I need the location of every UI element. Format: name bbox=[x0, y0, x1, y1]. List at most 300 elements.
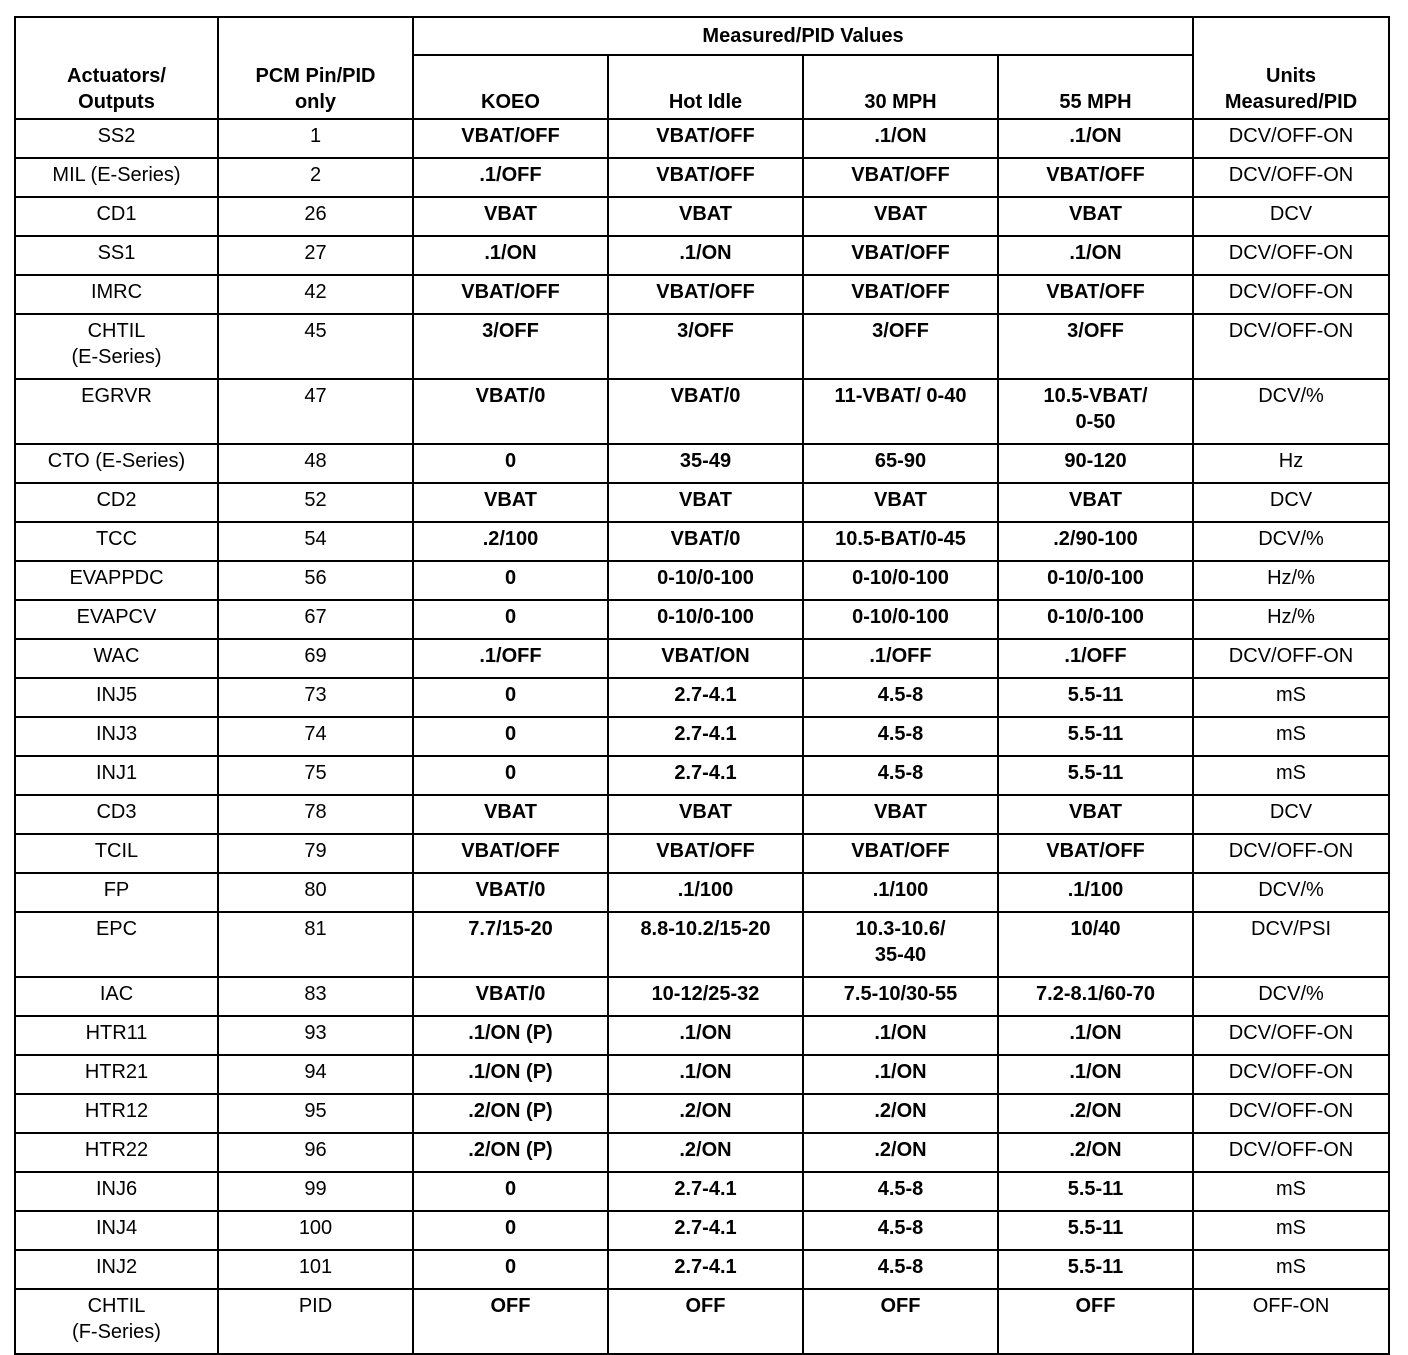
cell-55mph-line: .1/100 bbox=[1067, 879, 1124, 901]
cell-30mph bbox=[803, 1055, 998, 1094]
cell-actuator bbox=[15, 873, 218, 912]
cell-actuator-line: CHTIL bbox=[87, 320, 146, 342]
cell-hot-idle bbox=[608, 873, 803, 912]
cell-actuator bbox=[15, 912, 218, 977]
table-row bbox=[15, 873, 1389, 912]
table-row bbox=[15, 1289, 1389, 1354]
cell-30mph-line: .2/ON bbox=[874, 1139, 927, 1161]
spec-table-wrapper bbox=[14, 16, 1390, 1355]
cell-55mph bbox=[998, 1016, 1193, 1055]
cell-koeo bbox=[413, 275, 608, 314]
cell-actuator-line: IMRC bbox=[90, 281, 143, 303]
table-row bbox=[15, 522, 1389, 561]
table-row bbox=[15, 561, 1389, 600]
cell-units: DCV/% bbox=[1193, 522, 1389, 561]
cell-55mph-line: VBAT/OFF bbox=[1046, 840, 1145, 862]
cell-hot-idle-line: .1/100 bbox=[677, 879, 734, 901]
cell-actuator-line: CHTIL bbox=[87, 1295, 146, 1317]
cell-units: DCV bbox=[1193, 197, 1389, 236]
cell-hot-idle-line: 35-49 bbox=[679, 450, 732, 472]
cell-55mph bbox=[998, 678, 1193, 717]
cell-koeo-line: VBAT/OFF bbox=[461, 125, 560, 147]
cell-units: mS bbox=[1193, 717, 1389, 756]
cell-hot-idle bbox=[608, 912, 803, 977]
cell-30mph bbox=[803, 1289, 998, 1354]
cell-55mph-line: .1/ON bbox=[1069, 125, 1122, 147]
cell-30mph-line: 3/OFF bbox=[872, 320, 929, 342]
cell-pin: 52 bbox=[218, 483, 413, 522]
cell-koeo-line: VBAT bbox=[484, 203, 537, 225]
cell-30mph bbox=[803, 483, 998, 522]
cell-units: OFF-ON bbox=[1193, 1289, 1389, 1354]
cell-units: DCV/PSI bbox=[1193, 912, 1389, 977]
cell-koeo-line: .1/OFF bbox=[479, 645, 542, 667]
col-header-55mph: 55 MPH bbox=[998, 55, 1193, 119]
cell-units: DCV/OFF-ON bbox=[1193, 834, 1389, 873]
cell-30mph bbox=[803, 1133, 998, 1172]
cell-actuator bbox=[15, 119, 218, 158]
cell-koeo-line: 0 bbox=[504, 1256, 517, 1278]
cell-30mph bbox=[803, 639, 998, 678]
cell-koeo bbox=[413, 1055, 608, 1094]
cell-actuator-line: FP bbox=[103, 879, 130, 901]
cell-actuator-line: HTR12 bbox=[84, 1100, 149, 1122]
cell-koeo-line: VBAT/OFF bbox=[461, 281, 560, 303]
cell-koeo bbox=[413, 977, 608, 1016]
cell-pin: 26 bbox=[218, 197, 413, 236]
cell-55mph-line: .1/ON bbox=[1069, 242, 1122, 264]
header-row-top bbox=[15, 17, 1389, 55]
table-row bbox=[15, 756, 1389, 795]
cell-30mph-line: 4.5-8 bbox=[877, 1217, 924, 1239]
cell-30mph-line: 7.5-10/30-55 bbox=[843, 983, 958, 1005]
cell-30mph-line: 4.5-8 bbox=[877, 762, 924, 784]
cell-actuator bbox=[15, 561, 218, 600]
cell-pin: 54 bbox=[218, 522, 413, 561]
cell-30mph-line: VBAT bbox=[874, 801, 927, 823]
table-row bbox=[15, 1055, 1389, 1094]
cell-55mph bbox=[998, 314, 1193, 379]
cell-actuator bbox=[15, 197, 218, 236]
cell-30mph-line: 11-VBAT/ 0-40 bbox=[834, 385, 967, 407]
cell-55mph bbox=[998, 795, 1193, 834]
table-row bbox=[15, 678, 1389, 717]
cell-hot-idle-line: VBAT bbox=[679, 801, 732, 823]
cell-30mph-line: VBAT/OFF bbox=[851, 164, 950, 186]
cell-units: Hz/% bbox=[1193, 561, 1389, 600]
cell-pin: 83 bbox=[218, 977, 413, 1016]
cell-koeo bbox=[413, 678, 608, 717]
cell-actuator bbox=[15, 522, 218, 561]
cell-hot-idle-line: 10-12/25-32 bbox=[651, 983, 760, 1005]
cell-pin: 81 bbox=[218, 912, 413, 977]
cell-actuator-line: INJ6 bbox=[95, 1178, 138, 1200]
cell-actuator bbox=[15, 1289, 218, 1354]
col-header-pin-line2: only bbox=[294, 91, 337, 113]
cell-actuator bbox=[15, 834, 218, 873]
cell-hot-idle bbox=[608, 158, 803, 197]
cell-pin: 42 bbox=[218, 275, 413, 314]
cell-units: DCV/OFF-ON bbox=[1193, 1094, 1389, 1133]
cell-30mph bbox=[803, 236, 998, 275]
table-row bbox=[15, 1133, 1389, 1172]
cell-hot-idle-line: 2.7-4.1 bbox=[674, 1178, 737, 1200]
cell-hot-idle bbox=[608, 1289, 803, 1354]
cell-30mph-line: 0-10/0-100 bbox=[852, 567, 949, 589]
cell-55mph-line: VBAT bbox=[1069, 801, 1122, 823]
cell-55mph-line: 5.5-11 bbox=[1067, 762, 1124, 784]
cell-hot-idle-line: 0-10/0-100 bbox=[657, 567, 754, 589]
cell-55mph-line: .1/ON bbox=[1069, 1022, 1122, 1044]
cell-55mph-line: 5.5-11 bbox=[1067, 1217, 1124, 1239]
cell-55mph-line: 90-120 bbox=[1064, 450, 1127, 472]
cell-hot-idle bbox=[608, 275, 803, 314]
cell-pin: 93 bbox=[218, 1016, 413, 1055]
cell-koeo bbox=[413, 561, 608, 600]
cell-30mph bbox=[803, 717, 998, 756]
cell-55mph-line: 5.5-11 bbox=[1067, 684, 1124, 706]
cell-hot-idle-line: VBAT/0 bbox=[670, 528, 741, 550]
cell-30mph bbox=[803, 912, 998, 977]
cell-30mph bbox=[803, 379, 998, 444]
cell-units: DCV/OFF-ON bbox=[1193, 1055, 1389, 1094]
cell-koeo bbox=[413, 795, 608, 834]
cell-koeo bbox=[413, 314, 608, 379]
cell-actuator-line: INJ3 bbox=[95, 723, 138, 745]
cell-koeo bbox=[413, 1016, 608, 1055]
cell-koeo bbox=[413, 197, 608, 236]
cell-hot-idle-line: .2/ON bbox=[679, 1100, 732, 1122]
cell-55mph-line: 0-50 bbox=[1075, 411, 1116, 433]
cell-actuator-line: CD1 bbox=[96, 203, 137, 225]
cell-55mph-line: .1/ON bbox=[1069, 1061, 1122, 1083]
cell-actuator bbox=[15, 275, 218, 314]
col-header-units-line1: Units bbox=[1266, 65, 1317, 87]
cell-30mph-line: 0-10/0-100 bbox=[852, 606, 949, 628]
table-row bbox=[15, 600, 1389, 639]
cell-55mph-line: 0-10/0-100 bbox=[1047, 606, 1144, 628]
cell-koeo bbox=[413, 834, 608, 873]
cell-55mph-line: 5.5-11 bbox=[1067, 1178, 1124, 1200]
cell-hot-idle bbox=[608, 639, 803, 678]
cell-koeo bbox=[413, 600, 608, 639]
cell-pin: 69 bbox=[218, 639, 413, 678]
cell-koeo-line: VBAT/0 bbox=[475, 385, 546, 407]
cell-units: mS bbox=[1193, 1172, 1389, 1211]
cell-hot-idle bbox=[608, 444, 803, 483]
cell-30mph-line: .2/ON bbox=[874, 1100, 927, 1122]
cell-hot-idle-line: 2.7-4.1 bbox=[674, 1256, 737, 1278]
cell-55mph-line: .2/ON bbox=[1069, 1100, 1122, 1122]
cell-30mph-line: 35-40 bbox=[874, 944, 927, 966]
cell-30mph bbox=[803, 314, 998, 379]
cell-30mph bbox=[803, 678, 998, 717]
cell-hot-idle bbox=[608, 834, 803, 873]
table-row bbox=[15, 379, 1389, 444]
cell-hot-idle bbox=[608, 678, 803, 717]
cell-pin: 94 bbox=[218, 1055, 413, 1094]
group-header-measured-values: Measured/PID Values bbox=[413, 17, 1193, 55]
cell-actuator-line: WAC bbox=[93, 645, 140, 667]
cell-30mph bbox=[803, 1211, 998, 1250]
cell-30mph bbox=[803, 119, 998, 158]
cell-30mph bbox=[803, 1172, 998, 1211]
cell-55mph bbox=[998, 483, 1193, 522]
cell-actuator bbox=[15, 756, 218, 795]
cell-koeo-line: .1/ON (P) bbox=[468, 1061, 553, 1083]
cell-30mph bbox=[803, 977, 998, 1016]
cell-hot-idle bbox=[608, 1016, 803, 1055]
cell-hot-idle bbox=[608, 236, 803, 275]
cell-koeo bbox=[413, 717, 608, 756]
cell-pin: 1 bbox=[218, 119, 413, 158]
cell-koeo-line: 3/OFF bbox=[482, 320, 539, 342]
cell-hot-idle bbox=[608, 717, 803, 756]
cell-actuator-line: MIL (E-Series) bbox=[52, 164, 181, 186]
cell-30mph-line: .1/ON bbox=[874, 125, 927, 147]
cell-actuator-line: INJ2 bbox=[95, 1256, 138, 1278]
cell-pin: 79 bbox=[218, 834, 413, 873]
cell-actuator bbox=[15, 1250, 218, 1289]
col-header-actuators bbox=[15, 17, 218, 119]
cell-hot-idle-line: VBAT/ON bbox=[661, 645, 750, 667]
col-header-units bbox=[1193, 17, 1389, 119]
cell-actuator bbox=[15, 379, 218, 444]
cell-pin: 47 bbox=[218, 379, 413, 444]
cell-koeo-line: VBAT/OFF bbox=[461, 840, 560, 862]
cell-koeo bbox=[413, 639, 608, 678]
cell-koeo-line: .1/OFF bbox=[479, 164, 542, 186]
cell-hot-idle bbox=[608, 1094, 803, 1133]
cell-actuator bbox=[15, 483, 218, 522]
cell-30mph-line: 4.5-8 bbox=[877, 1256, 924, 1278]
cell-55mph bbox=[998, 444, 1193, 483]
cell-30mph bbox=[803, 522, 998, 561]
table-row bbox=[15, 314, 1389, 379]
cell-30mph bbox=[803, 158, 998, 197]
cell-55mph-line: .1/OFF bbox=[1064, 645, 1127, 667]
table-row bbox=[15, 834, 1389, 873]
cell-actuator-line: EVAPPDC bbox=[69, 567, 164, 589]
cell-koeo bbox=[413, 912, 608, 977]
cell-55mph bbox=[998, 1250, 1193, 1289]
cell-30mph bbox=[803, 444, 998, 483]
cell-actuator-line: SS1 bbox=[97, 242, 136, 264]
cell-units: mS bbox=[1193, 1211, 1389, 1250]
cell-hot-idle-line: 2.7-4.1 bbox=[674, 723, 737, 745]
cell-koeo-line: 0 bbox=[504, 1217, 517, 1239]
cell-hot-idle-line: VBAT/OFF bbox=[656, 840, 755, 862]
cell-30mph-line: VBAT/OFF bbox=[851, 242, 950, 264]
cell-koeo-line: .1/ON (P) bbox=[468, 1022, 553, 1044]
cell-pin: 45 bbox=[218, 314, 413, 379]
cell-actuator bbox=[15, 600, 218, 639]
table-row bbox=[15, 795, 1389, 834]
cell-30mph-line: 4.5-8 bbox=[877, 723, 924, 745]
cell-units: mS bbox=[1193, 756, 1389, 795]
cell-30mph-line: 4.5-8 bbox=[877, 684, 924, 706]
cell-30mph-line: VBAT/OFF bbox=[851, 840, 950, 862]
cell-55mph-line: VBAT/OFF bbox=[1046, 164, 1145, 186]
cell-actuator-line: (F-Series) bbox=[72, 1321, 161, 1343]
col-header-pin bbox=[218, 17, 413, 119]
cell-55mph-line: OFF bbox=[1075, 1295, 1116, 1317]
cell-hot-idle bbox=[608, 1172, 803, 1211]
cell-hot-idle bbox=[608, 522, 803, 561]
cell-actuator-line: CTO (E-Series) bbox=[47, 450, 186, 472]
cell-actuator bbox=[15, 1016, 218, 1055]
cell-55mph bbox=[998, 912, 1193, 977]
cell-units: DCV/% bbox=[1193, 977, 1389, 1016]
cell-pin: 48 bbox=[218, 444, 413, 483]
cell-koeo bbox=[413, 236, 608, 275]
table-header bbox=[15, 17, 1389, 119]
cell-units: DCV bbox=[1193, 795, 1389, 834]
cell-hot-idle bbox=[608, 795, 803, 834]
cell-hot-idle-line: 0-10/0-100 bbox=[657, 606, 754, 628]
table-row bbox=[15, 483, 1389, 522]
cell-30mph-line: .1/ON bbox=[874, 1061, 927, 1083]
cell-koeo bbox=[413, 483, 608, 522]
cell-actuator-line: EGRVR bbox=[81, 385, 152, 407]
cell-55mph bbox=[998, 1133, 1193, 1172]
cell-55mph bbox=[998, 119, 1193, 158]
cell-koeo-line: 0 bbox=[504, 1178, 517, 1200]
cell-actuator-line: INJ4 bbox=[95, 1217, 138, 1239]
table-row bbox=[15, 912, 1389, 977]
col-header-actuators-line1: Actuators/ bbox=[67, 65, 166, 87]
cell-55mph bbox=[998, 639, 1193, 678]
cell-55mph bbox=[998, 158, 1193, 197]
cell-30mph bbox=[803, 1094, 998, 1133]
cell-hot-idle-line: 2.7-4.1 bbox=[674, 762, 737, 784]
cell-koeo bbox=[413, 1094, 608, 1133]
cell-pin: 75 bbox=[218, 756, 413, 795]
cell-koeo bbox=[413, 119, 608, 158]
cell-hot-idle bbox=[608, 561, 803, 600]
cell-hot-idle-line: .1/ON bbox=[679, 1061, 732, 1083]
cell-units: DCV/% bbox=[1193, 873, 1389, 912]
cell-30mph-line: OFF bbox=[880, 1295, 921, 1317]
cell-55mph bbox=[998, 561, 1193, 600]
cell-55mph-line: 3/OFF bbox=[1067, 320, 1124, 342]
cell-units: mS bbox=[1193, 1250, 1389, 1289]
cell-koeo-line: VBAT/0 bbox=[475, 983, 546, 1005]
cell-koeo bbox=[413, 379, 608, 444]
cell-hot-idle-line: .1/ON bbox=[679, 242, 732, 264]
cell-hot-idle-line: .1/ON bbox=[679, 1022, 732, 1044]
cell-koeo-line: OFF bbox=[490, 1295, 531, 1317]
cell-actuator bbox=[15, 314, 218, 379]
cell-actuator-line: HTR22 bbox=[84, 1139, 149, 1161]
cell-pin: 95 bbox=[218, 1094, 413, 1133]
cell-hot-idle bbox=[608, 197, 803, 236]
cell-55mph bbox=[998, 236, 1193, 275]
cell-55mph-line: 10.5-VBAT/ bbox=[1043, 385, 1148, 407]
cell-koeo bbox=[413, 522, 608, 561]
cell-units: DCV/OFF-ON bbox=[1193, 639, 1389, 678]
cell-hot-idle-line: VBAT/OFF bbox=[656, 125, 755, 147]
table-row bbox=[15, 1250, 1389, 1289]
cell-koeo bbox=[413, 1172, 608, 1211]
cell-30mph bbox=[803, 873, 998, 912]
cell-hot-idle bbox=[608, 379, 803, 444]
cell-55mph bbox=[998, 717, 1193, 756]
cell-actuator-line: HTR11 bbox=[85, 1022, 148, 1044]
cell-hot-idle-line: VBAT/OFF bbox=[656, 164, 755, 186]
cell-pin: 96 bbox=[218, 1133, 413, 1172]
cell-koeo bbox=[413, 873, 608, 912]
cell-55mph bbox=[998, 197, 1193, 236]
cell-55mph bbox=[998, 1211, 1193, 1250]
cell-koeo bbox=[413, 1250, 608, 1289]
cell-units: mS bbox=[1193, 678, 1389, 717]
cell-hot-idle-line: VBAT/0 bbox=[670, 385, 741, 407]
cell-koeo bbox=[413, 1211, 608, 1250]
cell-units: DCV/OFF-ON bbox=[1193, 158, 1389, 197]
cell-hot-idle-line: .2/ON bbox=[679, 1139, 732, 1161]
cell-units: DCV/% bbox=[1193, 379, 1389, 444]
cell-pin: 27 bbox=[218, 236, 413, 275]
cell-30mph-line: 65-90 bbox=[874, 450, 927, 472]
cell-actuator bbox=[15, 1172, 218, 1211]
cell-30mph-line: VBAT/OFF bbox=[851, 281, 950, 303]
cell-55mph bbox=[998, 873, 1193, 912]
cell-hot-idle bbox=[608, 1055, 803, 1094]
cell-hot-idle-line: 8.8-10.2/15-20 bbox=[640, 918, 771, 940]
cell-hot-idle-line: 2.7-4.1 bbox=[674, 1217, 737, 1239]
cell-hot-idle bbox=[608, 1133, 803, 1172]
cell-pin: 80 bbox=[218, 873, 413, 912]
cell-pin: 74 bbox=[218, 717, 413, 756]
cell-actuator bbox=[15, 1211, 218, 1250]
col-header-pin-line1: PCM Pin/PID bbox=[255, 65, 376, 87]
cell-koeo bbox=[413, 444, 608, 483]
table-row bbox=[15, 197, 1389, 236]
cell-actuator bbox=[15, 444, 218, 483]
cell-55mph bbox=[998, 834, 1193, 873]
cell-55mph bbox=[998, 379, 1193, 444]
cell-units: DCV/OFF-ON bbox=[1193, 1016, 1389, 1055]
actuator-values-table bbox=[14, 16, 1390, 1355]
cell-units: DCV bbox=[1193, 483, 1389, 522]
cell-units: DCV/OFF-ON bbox=[1193, 236, 1389, 275]
cell-55mph bbox=[998, 1094, 1193, 1133]
cell-units: Hz/% bbox=[1193, 600, 1389, 639]
cell-55mph-line: VBAT bbox=[1069, 203, 1122, 225]
cell-actuator bbox=[15, 977, 218, 1016]
cell-actuator bbox=[15, 158, 218, 197]
cell-hot-idle-line: 2.7-4.1 bbox=[674, 684, 737, 706]
cell-hot-idle-line: VBAT bbox=[679, 203, 732, 225]
cell-actuator-line: (E-Series) bbox=[71, 346, 162, 368]
cell-hot-idle bbox=[608, 600, 803, 639]
table-row bbox=[15, 275, 1389, 314]
cell-30mph bbox=[803, 756, 998, 795]
col-header-koeo: KOEO bbox=[413, 55, 608, 119]
col-header-actuators-line2: Outputs bbox=[78, 91, 155, 113]
cell-pin: 67 bbox=[218, 600, 413, 639]
cell-55mph bbox=[998, 1172, 1193, 1211]
cell-koeo-line: .2/ON (P) bbox=[468, 1100, 553, 1122]
cell-koeo-line: 0 bbox=[504, 723, 517, 745]
cell-30mph bbox=[803, 834, 998, 873]
cell-30mph bbox=[803, 197, 998, 236]
table-row bbox=[15, 1211, 1389, 1250]
cell-30mph-line: VBAT bbox=[874, 489, 927, 511]
table-body bbox=[15, 119, 1389, 1354]
cell-koeo-line: 0 bbox=[504, 684, 517, 706]
